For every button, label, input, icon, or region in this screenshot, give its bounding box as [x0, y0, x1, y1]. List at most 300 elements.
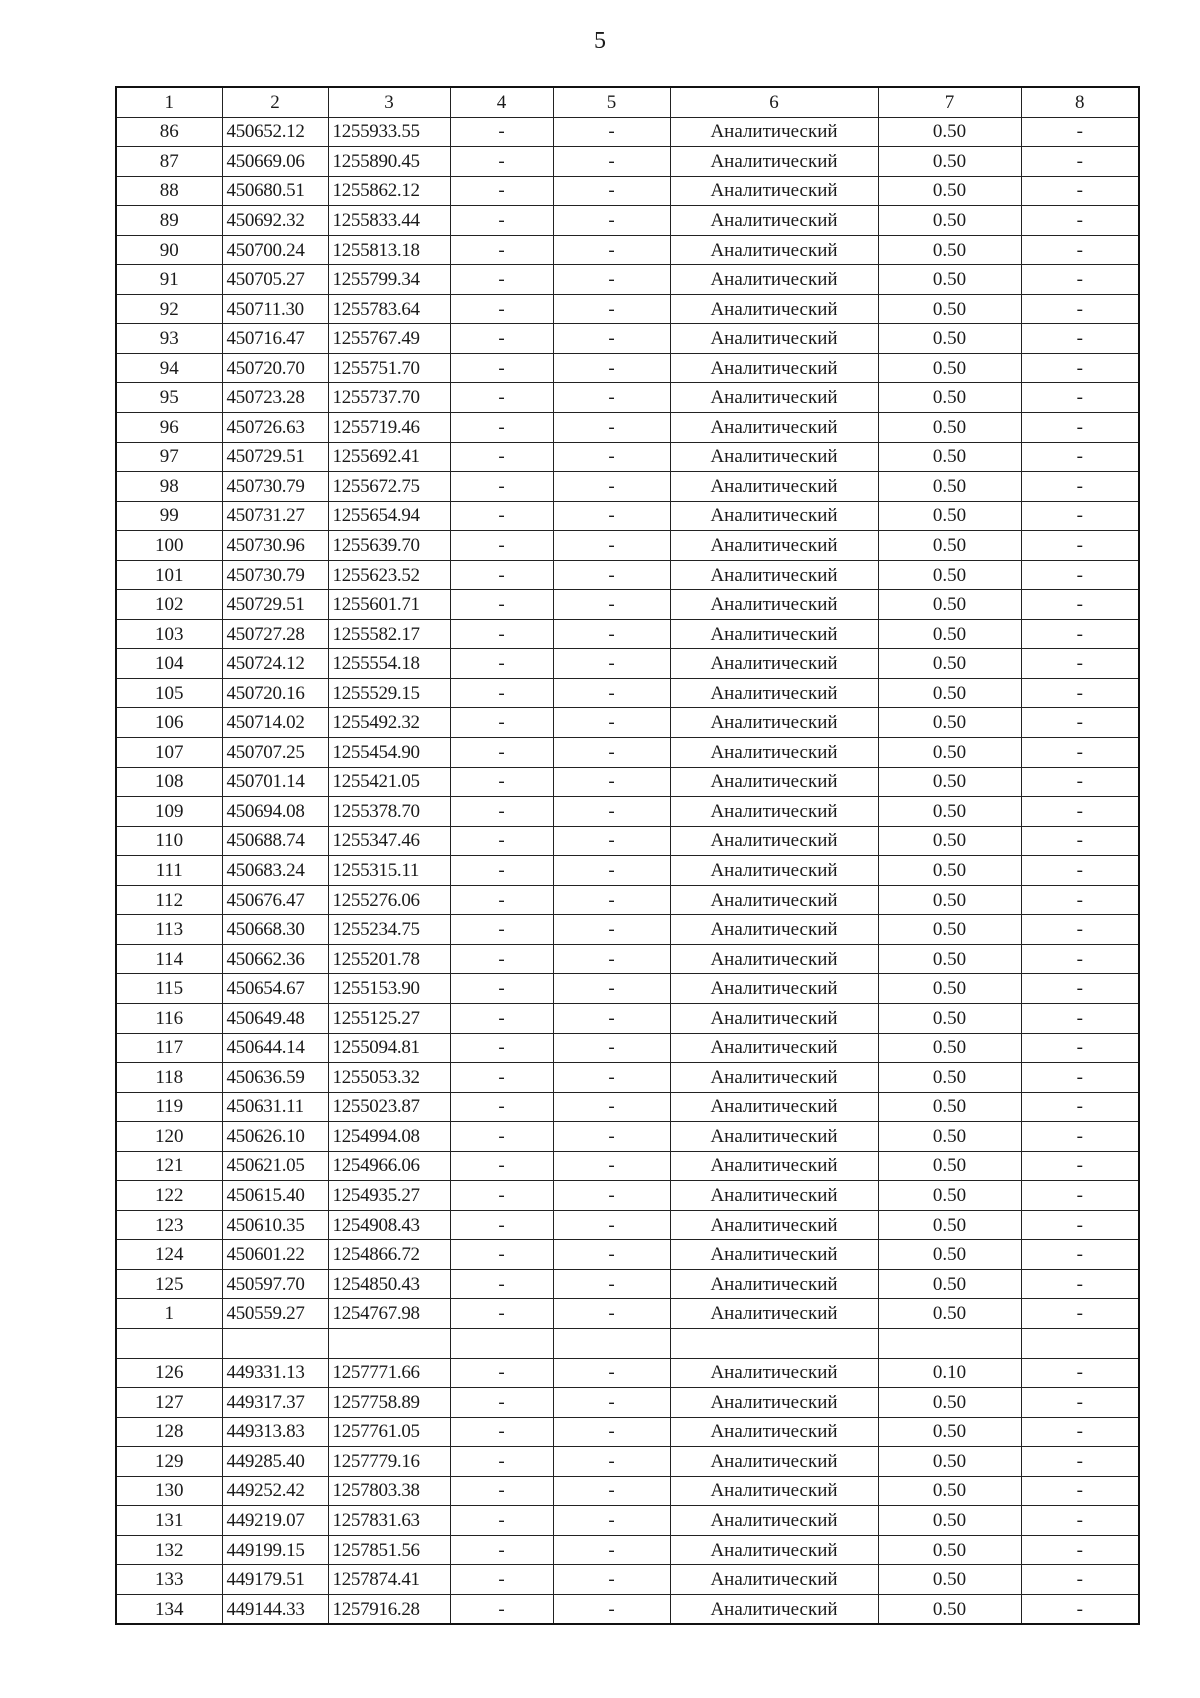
cell-point-number: 88 [116, 176, 222, 206]
table-row [116, 1092, 1139, 1122]
cell-precision: 0.50 [878, 974, 1021, 1004]
cell-point-number: 131 [116, 1506, 222, 1536]
cell-method: Аналитический [670, 147, 878, 177]
cell-precision: 0.50 [878, 708, 1021, 738]
cell-col-4: - [450, 383, 553, 413]
cell-precision: 0.50 [878, 560, 1021, 590]
cell-col-5: - [553, 1594, 670, 1624]
cell-y-coordinate: 1257916.28 [328, 1594, 450, 1624]
cell-y-coordinate: 1254935.27 [328, 1181, 450, 1211]
cell-col-4: - [450, 176, 553, 206]
cell-x-coordinate: 449144.33 [222, 1594, 328, 1624]
cell-col-8: - [1021, 1210, 1139, 1240]
cell-col-4: - [450, 1033, 553, 1063]
cell-method: Аналитический [670, 1476, 878, 1506]
cell-col-8: - [1021, 619, 1139, 649]
cell-y-coordinate: 1257761.05 [328, 1417, 450, 1447]
cell-x-coordinate: 449313.83 [222, 1417, 328, 1447]
cell-precision: 0.50 [878, 353, 1021, 383]
cell-x-coordinate: 450731.27 [222, 501, 328, 531]
cell-precision: 0.50 [878, 501, 1021, 531]
cell-col-4: - [450, 1358, 553, 1388]
cell-col-8: - [1021, 1506, 1139, 1536]
table-row [116, 915, 1139, 945]
cell-col-8: - [1021, 1594, 1139, 1624]
cell-precision: 0.50 [878, 265, 1021, 295]
cell-col-8: - [1021, 235, 1139, 265]
table-row [116, 1003, 1139, 1033]
table-row [116, 1417, 1139, 1447]
cell-y-coordinate: 1257779.16 [328, 1447, 450, 1477]
cell-point-number: 128 [116, 1417, 222, 1447]
cell-point-number: 132 [116, 1535, 222, 1565]
cell-col-5: - [553, 826, 670, 856]
cell-y-coordinate: 1255053.32 [328, 1063, 450, 1093]
table-row [116, 472, 1139, 502]
cell-y-coordinate: 1255813.18 [328, 235, 450, 265]
cell-x-coordinate: 449331.13 [222, 1358, 328, 1388]
cell-point-number: 110 [116, 826, 222, 856]
cell-x-coordinate: 450636.59 [222, 1063, 328, 1093]
cell-col-4: - [450, 1063, 553, 1093]
cell-col-5: - [553, 531, 670, 561]
cell-y-coordinate: 1255933.55 [328, 117, 450, 147]
cell-col-4: - [450, 1417, 553, 1447]
table-row [116, 619, 1139, 649]
cell-method: Аналитический [670, 797, 878, 827]
cell-method: Аналитический [670, 531, 878, 561]
cell-precision: 0.50 [878, 1388, 1021, 1418]
table-row [116, 738, 1139, 768]
cell-point-number: 89 [116, 206, 222, 236]
cell-y-coordinate: 1257758.89 [328, 1388, 450, 1418]
cell-y-coordinate: 1255601.71 [328, 590, 450, 620]
cell-col-8: - [1021, 1122, 1139, 1152]
cell-point-number [116, 1328, 222, 1358]
cell-col-5: - [553, 974, 670, 1004]
cell-x-coordinate: 450723.28 [222, 383, 328, 413]
column-header-1: 1 [116, 87, 222, 117]
cell-point-number: 96 [116, 413, 222, 443]
table-row [116, 1594, 1139, 1624]
cell-col-5: - [553, 797, 670, 827]
cell-col-8: - [1021, 1358, 1139, 1388]
cell-method: Аналитический [670, 1447, 878, 1477]
cell-point-number: 117 [116, 1033, 222, 1063]
cell-precision: 0.50 [878, 885, 1021, 915]
cell-x-coordinate: 450649.48 [222, 1003, 328, 1033]
cell-precision: 0.50 [878, 294, 1021, 324]
cell-col-8: - [1021, 1003, 1139, 1033]
table-row [116, 117, 1139, 147]
cell-method: Аналитический [670, 413, 878, 443]
cell-point-number: 1 [116, 1299, 222, 1329]
cell-col-8: - [1021, 531, 1139, 561]
cell-y-coordinate: 1255276.06 [328, 885, 450, 915]
cell-method: Аналитический [670, 442, 878, 472]
cell-point-number: 113 [116, 915, 222, 945]
table-row [116, 678, 1139, 708]
cell-x-coordinate: 450644.14 [222, 1033, 328, 1063]
cell-col-4: - [450, 147, 553, 177]
cell-y-coordinate: 1257851.56 [328, 1535, 450, 1565]
cell-x-coordinate: 450615.40 [222, 1181, 328, 1211]
cell-col-5: - [553, 856, 670, 886]
cell-precision: 0.50 [878, 1506, 1021, 1536]
cell-col-4: - [450, 1476, 553, 1506]
cell-x-coordinate: 450668.30 [222, 915, 328, 945]
cell-col-8: - [1021, 206, 1139, 236]
cell-precision: 0.50 [878, 1181, 1021, 1211]
cell-col-5: - [553, 1003, 670, 1033]
cell-col-8: - [1021, 413, 1139, 443]
cell-col-4: - [450, 235, 553, 265]
cell-method: Аналитический [670, 1388, 878, 1418]
cell-col-5: - [553, 383, 670, 413]
cell-col-5: - [553, 1092, 670, 1122]
cell-col-5: - [553, 590, 670, 620]
cell-method: Аналитический [670, 767, 878, 797]
cell-y-coordinate: 1254994.08 [328, 1122, 450, 1152]
cell-col-5: - [553, 1181, 670, 1211]
cell-col-8: - [1021, 1417, 1139, 1447]
cell-point-number: 105 [116, 678, 222, 708]
cell-col-8: - [1021, 1535, 1139, 1565]
cell-method: Аналитический [670, 383, 878, 413]
cell-x-coordinate: 450654.67 [222, 974, 328, 1004]
table-row [116, 1358, 1139, 1388]
cell-col-5: - [553, 442, 670, 472]
table-row [116, 147, 1139, 177]
cell-method: Аналитический [670, 1299, 878, 1329]
cell-col-5: - [553, 1063, 670, 1093]
table-row-separator [116, 1328, 1139, 1358]
cell-col-4: - [450, 885, 553, 915]
cell-point-number: 99 [116, 501, 222, 531]
cell-col-8: - [1021, 1269, 1139, 1299]
cell-x-coordinate: 449179.51 [222, 1565, 328, 1595]
cell-point-number: 100 [116, 531, 222, 561]
cell-col-8: - [1021, 767, 1139, 797]
cell-point-number: 101 [116, 560, 222, 590]
cell-col-5: - [553, 353, 670, 383]
cell-col-4: - [450, 1092, 553, 1122]
cell-x-coordinate: 450707.25 [222, 738, 328, 768]
cell-precision: 0.50 [878, 1565, 1021, 1595]
table-row [116, 442, 1139, 472]
cell-col-4: - [450, 1565, 553, 1595]
cell-y-coordinate: 1257803.38 [328, 1476, 450, 1506]
cell-method: Аналитический [670, 1417, 878, 1447]
cell-precision [878, 1328, 1021, 1358]
cell-col-8: - [1021, 176, 1139, 206]
table-row [116, 1535, 1139, 1565]
cell-point-number: 127 [116, 1388, 222, 1418]
cell-x-coordinate: 450652.12 [222, 117, 328, 147]
cell-col-8: - [1021, 797, 1139, 827]
table-row [116, 176, 1139, 206]
cell-point-number: 90 [116, 235, 222, 265]
cell-y-coordinate: 1255623.52 [328, 560, 450, 590]
cell-point-number: 124 [116, 1240, 222, 1270]
cell-col-5: - [553, 1388, 670, 1418]
cell-y-coordinate: 1254767.98 [328, 1299, 450, 1329]
cell-col-5: - [553, 413, 670, 443]
column-header-5: 5 [553, 87, 670, 117]
table-row [116, 1240, 1139, 1270]
cell-point-number: 121 [116, 1151, 222, 1181]
table-row [116, 590, 1139, 620]
cell-y-coordinate: 1255737.70 [328, 383, 450, 413]
table-row [116, 708, 1139, 738]
cell-y-coordinate: 1255890.45 [328, 147, 450, 177]
cell-col-8 [1021, 1328, 1139, 1358]
table-body [116, 117, 1139, 1624]
cell-col-4: - [450, 1151, 553, 1181]
cell-col-8: - [1021, 1181, 1139, 1211]
cell-col-5: - [553, 1476, 670, 1506]
cell-col-4: - [450, 1447, 553, 1477]
cell-method: Аналитический [670, 1269, 878, 1299]
cell-x-coordinate: 449285.40 [222, 1447, 328, 1477]
cell-col-5: - [553, 324, 670, 354]
cell-precision: 0.10 [878, 1358, 1021, 1388]
cell-x-coordinate: 450683.24 [222, 856, 328, 886]
cell-point-number: 87 [116, 147, 222, 177]
cell-method: Аналитический [670, 826, 878, 856]
cell-point-number: 116 [116, 1003, 222, 1033]
cell-col-8: - [1021, 560, 1139, 590]
cell-y-coordinate: 1255554.18 [328, 649, 450, 679]
cell-col-4: - [450, 856, 553, 886]
cell-method: Аналитический [670, 1240, 878, 1270]
cell-col-5: - [553, 1447, 670, 1477]
cell-point-number: 93 [116, 324, 222, 354]
cell-y-coordinate: 1255654.94 [328, 501, 450, 531]
cell-point-number: 104 [116, 649, 222, 679]
cell-point-number: 107 [116, 738, 222, 768]
cell-point-number: 114 [116, 944, 222, 974]
cell-method: Аналитический [670, 944, 878, 974]
cell-method: Аналитический [670, 294, 878, 324]
cell-precision: 0.50 [878, 1476, 1021, 1506]
cell-x-coordinate: 449317.37 [222, 1388, 328, 1418]
cell-y-coordinate: 1255023.87 [328, 1092, 450, 1122]
cell-point-number: 91 [116, 265, 222, 295]
table-row [116, 531, 1139, 561]
cell-y-coordinate: 1255582.17 [328, 619, 450, 649]
cell-col-4: - [450, 472, 553, 502]
cell-precision: 0.50 [878, 619, 1021, 649]
table-row [116, 1506, 1139, 1536]
cell-col-4: - [450, 206, 553, 236]
cell-method: Аналитический [670, 176, 878, 206]
table-row [116, 885, 1139, 915]
cell-point-number: 106 [116, 708, 222, 738]
table-row [116, 797, 1139, 827]
cell-precision: 0.50 [878, 531, 1021, 561]
cell-point-number: 92 [116, 294, 222, 324]
cell-precision: 0.50 [878, 944, 1021, 974]
cell-y-coordinate: 1255692.41 [328, 442, 450, 472]
cell-method: Аналитический [670, 1594, 878, 1624]
cell-x-coordinate: 450726.63 [222, 413, 328, 443]
cell-col-8: - [1021, 1447, 1139, 1477]
cell-col-8: - [1021, 590, 1139, 620]
cell-method: Аналитический [670, 353, 878, 383]
cell-y-coordinate: 1257874.41 [328, 1565, 450, 1595]
cell-method: Аналитический [670, 560, 878, 590]
cell-y-coordinate: 1254866.72 [328, 1240, 450, 1270]
cell-col-4: - [450, 1535, 553, 1565]
cell-precision: 0.50 [878, 1535, 1021, 1565]
cell-x-coordinate: 450711.30 [222, 294, 328, 324]
cell-x-coordinate: 449252.42 [222, 1476, 328, 1506]
table-row [116, 1299, 1139, 1329]
cell-precision: 0.50 [878, 797, 1021, 827]
cell-col-4: - [450, 944, 553, 974]
cell-col-5 [553, 1328, 670, 1358]
cell-x-coordinate: 450669.06 [222, 147, 328, 177]
cell-col-5: - [553, 1033, 670, 1063]
cell-col-4: - [450, 738, 553, 768]
cell-col-5: - [553, 294, 670, 324]
cell-y-coordinate: 1255315.11 [328, 856, 450, 886]
cell-col-4: - [450, 501, 553, 531]
cell-precision: 0.50 [878, 1299, 1021, 1329]
cell-col-8: - [1021, 944, 1139, 974]
cell-col-5: - [553, 206, 670, 236]
cell-method: Аналитический [670, 619, 878, 649]
cell-col-5: - [553, 472, 670, 502]
cell-precision: 0.50 [878, 1269, 1021, 1299]
cell-col-4: - [450, 442, 553, 472]
table-row [116, 1063, 1139, 1093]
cell-method: Аналитический [670, 649, 878, 679]
cell-col-8: - [1021, 1033, 1139, 1063]
cell-col-8: - [1021, 885, 1139, 915]
cell-col-8: - [1021, 974, 1139, 1004]
cell-col-8: - [1021, 353, 1139, 383]
cell-col-4: - [450, 324, 553, 354]
cell-col-8: - [1021, 649, 1139, 679]
table-row [116, 235, 1139, 265]
cell-col-8: - [1021, 1092, 1139, 1122]
cell-col-8: - [1021, 117, 1139, 147]
cell-col-4: - [450, 826, 553, 856]
cell-method: Аналитический [670, 590, 878, 620]
cell-col-8: - [1021, 856, 1139, 886]
cell-y-coordinate: 1255833.44 [328, 206, 450, 236]
cell-x-coordinate: 450626.10 [222, 1122, 328, 1152]
cell-col-8: - [1021, 294, 1139, 324]
table-row [116, 826, 1139, 856]
cell-method: Аналитический [670, 1506, 878, 1536]
cell-point-number: 130 [116, 1476, 222, 1506]
cell-point-number: 123 [116, 1210, 222, 1240]
cell-x-coordinate: 449199.15 [222, 1535, 328, 1565]
table-row [116, 649, 1139, 679]
cell-col-5: - [553, 1565, 670, 1595]
cell-col-8: - [1021, 826, 1139, 856]
cell-col-5: - [553, 1240, 670, 1270]
cell-x-coordinate: 450676.47 [222, 885, 328, 915]
cell-col-5: - [553, 560, 670, 590]
cell-x-coordinate [222, 1328, 328, 1358]
cell-y-coordinate: 1254908.43 [328, 1210, 450, 1240]
cell-col-4: - [450, 531, 553, 561]
table-row [116, 1447, 1139, 1477]
cell-method: Аналитический [670, 1358, 878, 1388]
cell-method: Аналитический [670, 1033, 878, 1063]
cell-col-8: - [1021, 472, 1139, 502]
table-row [116, 1388, 1139, 1418]
cell-method: Аналитический [670, 472, 878, 502]
cell-precision: 0.50 [878, 1151, 1021, 1181]
cell-precision: 0.50 [878, 767, 1021, 797]
cell-precision: 0.50 [878, 856, 1021, 886]
cell-col-4: - [450, 619, 553, 649]
cell-col-8: - [1021, 1476, 1139, 1506]
cell-point-number: 108 [116, 767, 222, 797]
cell-col-4: - [450, 767, 553, 797]
cell-x-coordinate: 450730.79 [222, 560, 328, 590]
cell-precision: 0.50 [878, 206, 1021, 236]
cell-method: Аналитический [670, 915, 878, 945]
cell-point-number: 95 [116, 383, 222, 413]
cell-col-5: - [553, 649, 670, 679]
cell-col-4: - [450, 1388, 553, 1418]
cell-col-5: - [553, 265, 670, 295]
cell-precision: 0.50 [878, 235, 1021, 265]
cell-col-5: - [553, 117, 670, 147]
cell-x-coordinate: 450559.27 [222, 1299, 328, 1329]
cell-col-4: - [450, 974, 553, 1004]
cell-col-8: - [1021, 383, 1139, 413]
cell-col-8: - [1021, 442, 1139, 472]
cell-point-number: 98 [116, 472, 222, 502]
cell-method: Аналитический [670, 235, 878, 265]
cell-precision: 0.50 [878, 413, 1021, 443]
cell-col-4: - [450, 590, 553, 620]
cell-y-coordinate: 1255492.32 [328, 708, 450, 738]
cell-y-coordinate: 1255751.70 [328, 353, 450, 383]
cell-y-coordinate [328, 1328, 450, 1358]
cell-method: Аналитический [670, 1092, 878, 1122]
cell-method: Аналитический [670, 1565, 878, 1595]
cell-col-4: - [450, 1506, 553, 1536]
column-header-3: 3 [328, 87, 450, 117]
cell-x-coordinate: 450631.11 [222, 1092, 328, 1122]
page-number: 5 [594, 28, 606, 54]
table-row [116, 944, 1139, 974]
cell-col-5: - [553, 1506, 670, 1536]
cell-col-5: - [553, 501, 670, 531]
cell-method [670, 1328, 878, 1358]
cell-y-coordinate: 1255783.64 [328, 294, 450, 324]
cell-x-coordinate: 450700.24 [222, 235, 328, 265]
cell-point-number: 119 [116, 1092, 222, 1122]
table-row [116, 974, 1139, 1004]
cell-method: Аналитический [670, 738, 878, 768]
cell-x-coordinate: 450701.14 [222, 767, 328, 797]
cell-col-5: - [553, 1358, 670, 1388]
cell-col-4: - [450, 1594, 553, 1624]
cell-precision: 0.50 [878, 1092, 1021, 1122]
cell-x-coordinate: 450724.12 [222, 649, 328, 679]
table-row [116, 294, 1139, 324]
cell-col-8: - [1021, 915, 1139, 945]
